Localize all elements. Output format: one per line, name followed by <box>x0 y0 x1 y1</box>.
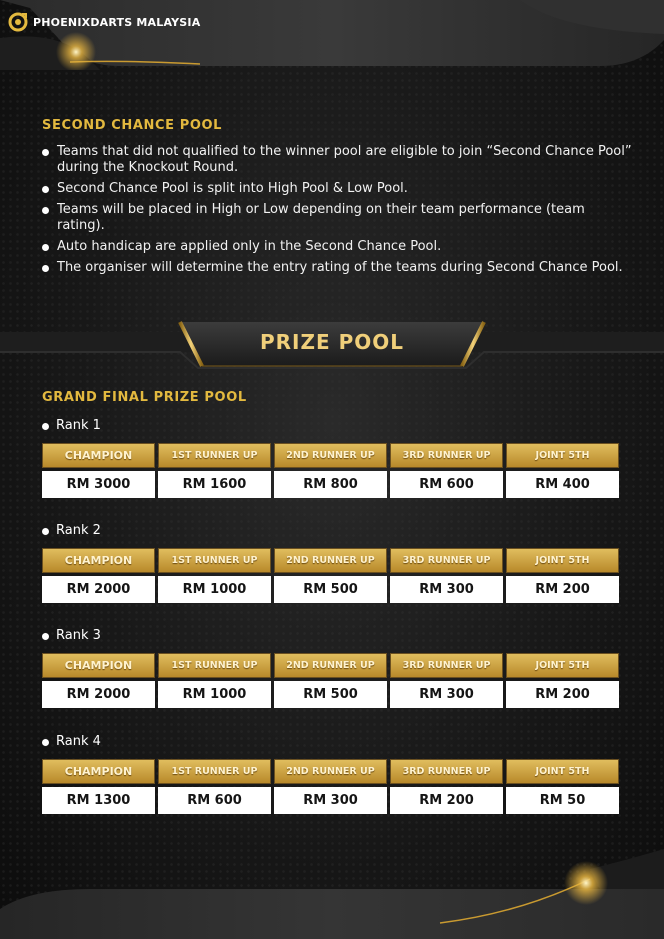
header-2nd-runner-up: 2ND RUNNER UP <box>274 759 387 784</box>
rank-label: Rank 4 <box>42 734 101 749</box>
header-3rd-runner-up: 3RD RUNNER UP <box>390 759 503 784</box>
table-header-row <box>42 548 622 573</box>
header-2nd-runner-up: 2ND RUNNER UP <box>274 443 387 468</box>
header-1st-runner-up: 1ST RUNNER UP <box>158 548 271 573</box>
table-row <box>42 471 622 498</box>
grand-final-title: GRAND FINAL PRIZE POOL <box>42 390 247 405</box>
table-row <box>42 576 622 603</box>
table-header-row <box>42 443 622 468</box>
prize-3rd-runner-up: RM 200 <box>390 787 503 814</box>
prize-pool-heading: PRIZE POOL <box>259 330 405 354</box>
prize-2nd-runner-up: RM 500 <box>274 681 387 708</box>
prize-1st-runner-up: RM 1600 <box>158 471 271 498</box>
header-2nd-runner-up: 2ND RUNNER UP <box>274 548 387 573</box>
prize-joint-5th: RM 200 <box>506 681 619 708</box>
header-3rd-runner-up: 3RD RUNNER UP <box>390 548 503 573</box>
header-3rd-runner-up: 3RD RUNNER UP <box>390 443 503 468</box>
rank-label: Rank 1 <box>42 418 101 433</box>
header-1st-runner-up: 1ST RUNNER UP <box>158 759 271 784</box>
prize-champion: RM 2000 <box>42 681 155 708</box>
prize-table-rank-3 <box>42 653 622 708</box>
prize-table-rank-4 <box>42 759 622 814</box>
prize-table-rank-2 <box>42 548 622 603</box>
prize-joint-5th: RM 400 <box>506 471 619 498</box>
prize-3rd-runner-up: RM 300 <box>390 681 503 708</box>
header-1st-runner-up: 1ST RUNNER UP <box>158 443 271 468</box>
header-2nd-runner-up: 2ND RUNNER UP <box>274 653 387 678</box>
prize-1st-runner-up: RM 600 <box>158 787 271 814</box>
header-joint-5th: JOINT 5TH <box>506 548 619 573</box>
phoenixdarts-logo-icon <box>8 12 28 32</box>
rank-label: Rank 2 <box>42 523 101 538</box>
prize-2nd-runner-up: RM 300 <box>274 787 387 814</box>
header-joint-5th: JOINT 5TH <box>506 653 619 678</box>
rank-label: Rank 3 <box>42 628 101 643</box>
bottom-decorative-banner <box>0 849 664 939</box>
prize-joint-5th: RM 50 <box>506 787 619 814</box>
header-1st-runner-up: 1ST RUNNER UP <box>158 653 271 678</box>
prize-2nd-runner-up: RM 500 <box>274 576 387 603</box>
prize-1st-runner-up: RM 1000 <box>158 681 271 708</box>
prize-joint-5th: RM 200 <box>506 576 619 603</box>
table-row <box>42 787 622 814</box>
second-chance-list <box>42 144 632 281</box>
prize-1st-runner-up: RM 1000 <box>158 576 271 603</box>
prize-champion: RM 3000 <box>42 471 155 498</box>
brand-logo <box>8 12 200 32</box>
header-joint-5th: JOINT 5TH <box>506 759 619 784</box>
list-item: Second Chance Pool is split into High Pool & Low Pool. <box>42 181 632 197</box>
header-joint-5th: JOINT 5TH <box>506 443 619 468</box>
header-champion: CHAMPION <box>42 443 155 468</box>
header-champion: CHAMPION <box>42 653 155 678</box>
table-header-row <box>42 759 622 784</box>
brand-name: PHOENIXDARTS MALAYSIA <box>33 15 201 29</box>
prize-3rd-runner-up: RM 300 <box>390 576 503 603</box>
top-decorative-banner <box>0 0 664 70</box>
header-3rd-runner-up: 3RD RUNNER UP <box>390 653 503 678</box>
list-item: Auto handicap are applied only in the Second Chance Pool. <box>42 239 632 255</box>
prize-2nd-runner-up: RM 800 <box>274 471 387 498</box>
list-item: Teams that did not qualified to the winner pool are eligible to join “Second Chance Pool” during the Knockout Round. <box>42 144 632 176</box>
table-row <box>42 681 622 708</box>
list-item: The organiser will determine the entry rating of the teams during Second Chance Pool. <box>42 260 632 276</box>
prize-champion: RM 1300 <box>42 787 155 814</box>
table-header-row <box>42 653 622 678</box>
header-champion: CHAMPION <box>42 759 155 784</box>
header-champion: CHAMPION <box>42 548 155 573</box>
list-item: Teams will be placed in High or Low depending on their team performance (team rating). <box>42 202 632 234</box>
prize-table-rank-1 <box>42 443 622 498</box>
prize-champion: RM 2000 <box>42 576 155 603</box>
second-chance-title: SECOND CHANCE POOL <box>42 118 223 133</box>
prize-3rd-runner-up: RM 600 <box>390 471 503 498</box>
